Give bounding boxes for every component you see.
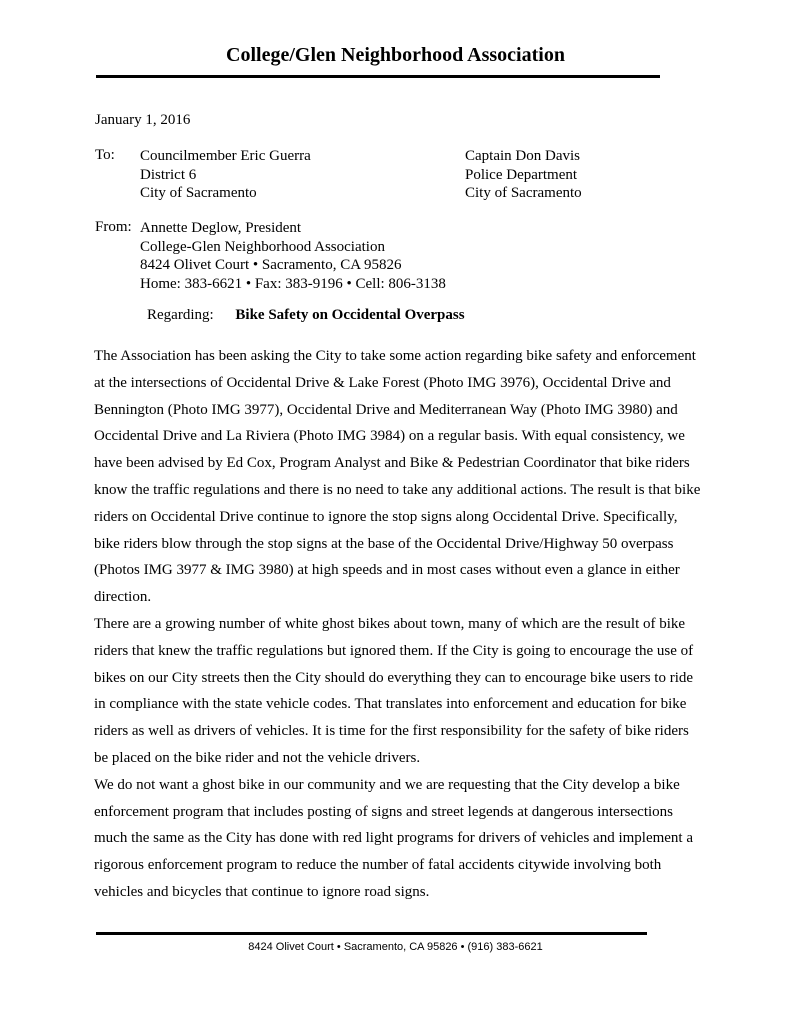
header-rule xyxy=(96,75,660,78)
recipient-secondary-city: City of Sacramento xyxy=(465,185,582,201)
footer-address: 8424 Olivet Court • Sacramento, CA 95826 • (916) 383-6621 xyxy=(248,941,543,953)
letter-body xyxy=(94,343,702,906)
recipient-primary xyxy=(140,147,311,203)
recipient-secondary-name: Captain Don Davis xyxy=(465,148,580,164)
regarding-subject: Bike Safety on Occidental Overpass xyxy=(235,307,465,323)
recipient-secondary-department: Police Department xyxy=(465,166,578,183)
sender-name: Annette Deglow, President xyxy=(140,220,302,236)
sender-organization: College-Glen Neighborhood Association xyxy=(140,238,385,255)
recipient-primary-name: Councilmember Eric Guerra xyxy=(140,148,311,164)
body-paragraph: The Association has been asking the City to take some action regarding bike safety and enforcement at the intersections of Occidental Drive & Lake Forest (Photo IMG 3976), Occidental Drive and Bennington (Photo IMG 3977), Occidental Drive and Mediterranean Way (Photo IMG 3980) and Occidental Drive and La Riviera (Photo IMG 3984) on a regular basis. With equal consistency, we have been advised by Ed Cox, Program Analyst and Bike & Pedestrian Coordinator that bike riders know the traffic regulations and there is no need to take any additional actions. The result is that bike riders on Occidental Drive continue to ignore the stop signs along Occidental Drive. Specifically, bike riders blow through the stop signs at the base of the Occidental Drive/Highway 50 overpass (Photos IMG 3977 & IMG 3980) at high speeds and in most cases without even a glance in either direction. xyxy=(94,348,701,606)
to-label: To: xyxy=(95,147,115,163)
recipient-primary-district: District 6 xyxy=(140,166,197,183)
sender-block xyxy=(140,219,446,293)
body-paragraph: We do not want a ghost bike in our community and we are requesting that the City develop a bike enforcement program that includes posting of signs and street legends at dangerous intersections much the same as the City has done with red light programs for drivers of vehicles and implement a rigorous enforcement program to reduce the number of fatal accidents citywide involving both vehicles and bicycles that continue to ignore road signs. xyxy=(94,776,694,900)
recipient-primary-city: City of Sacramento xyxy=(140,185,257,201)
regarding-line xyxy=(147,307,465,324)
sender-phone-numbers: Home: 383-6621 • Fax: 383-9196 • Cell: 806-3138 xyxy=(140,275,446,292)
regarding-label: Regarding: xyxy=(147,307,214,323)
body-paragraph: There are a growing number of white ghost bikes about town, many of which are the result of bike riders that knew the traffic regulations but ignored them. If the City is going to encourage the use of bikes on our City streets then the City should do everything they can to encourage bike users to ride in compliance with the state vehicle codes. That translates into enforcement and education for bike riders as well as drivers of vehicles. It is time for the first responsibility for the safety of bike riders be placed on the bike rider and not the vehicle drivers. xyxy=(94,615,694,766)
footer-rule xyxy=(96,932,647,935)
organization-title: College/Glen Neighborhood Association xyxy=(226,44,565,66)
from-label: From: xyxy=(95,219,132,235)
letter-date: January 1, 2016 xyxy=(95,112,191,128)
recipient-secondary xyxy=(465,147,582,203)
sender-address: 8424 Olivet Court • Sacramento, CA 95826 xyxy=(140,257,402,273)
